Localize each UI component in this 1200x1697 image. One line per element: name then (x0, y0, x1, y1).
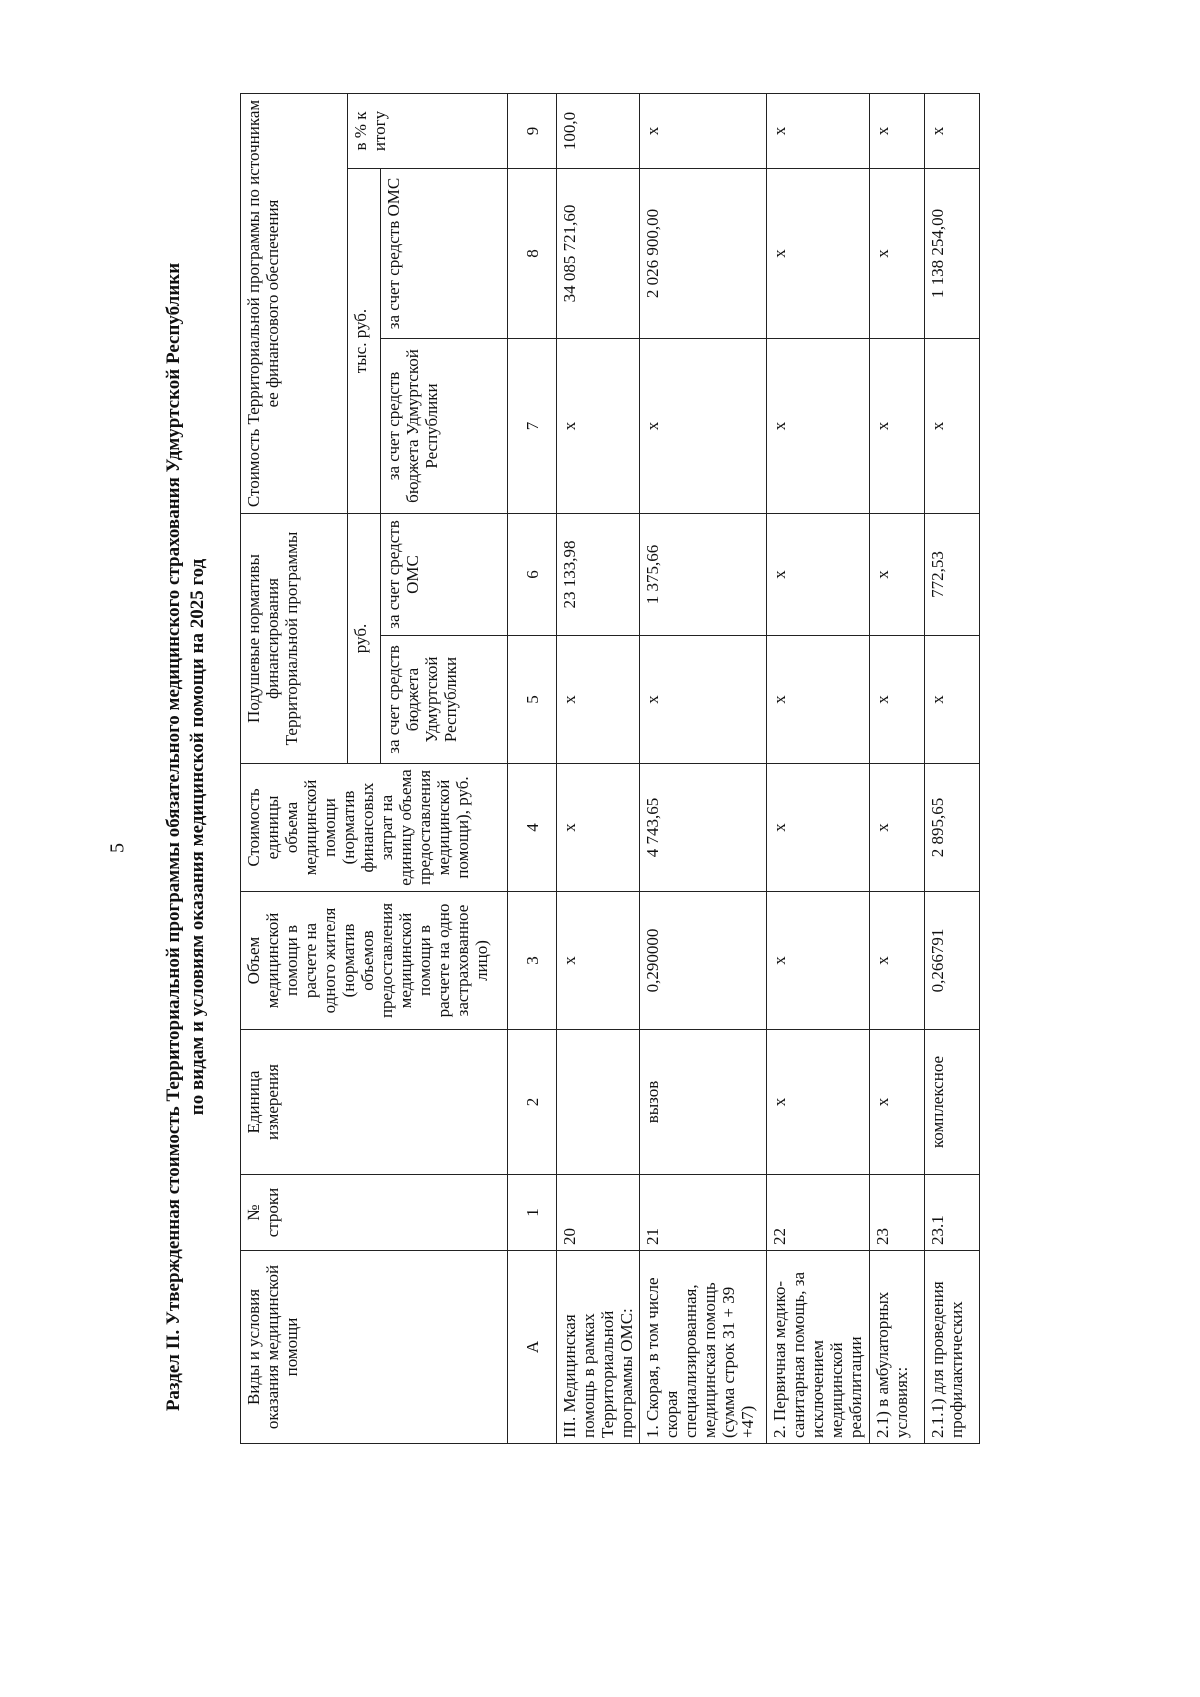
row-percent: 100,0 (557, 94, 640, 169)
row-name: 2.1) в амбулаторных условиях: (870, 1251, 925, 1444)
index-cell: 6 (508, 514, 557, 636)
row-norm-budget: х (925, 636, 980, 764)
row-unit: х (767, 1030, 870, 1175)
row-unit-cost: х (767, 764, 870, 892)
row-cost-oms: 2 026 900,00 (640, 169, 767, 339)
row-name: 2. Первичная медико-санитарная помощь, за исключением медицинской реабилитации (767, 1251, 870, 1444)
index-cell: 4 (508, 764, 557, 892)
title-line-1: Раздел II. Утвержденная стоимость Территориальной программы обязательного медицинского страхования Удмуртской Республики (163, 262, 184, 1412)
table-row (767, 94, 870, 1444)
row-unit-cost: х (870, 764, 925, 892)
table-row (870, 94, 925, 1444)
header-per-capita-group: Подушевые нормативы финансирования Территориальной программы (241, 514, 348, 764)
row-cost-budget: х (925, 339, 980, 514)
row-percent: х (925, 94, 980, 169)
section-title (162, 187, 210, 1487)
row-unit: комплексное (925, 1030, 980, 1175)
row-unit-cost: 4 743,65 (640, 764, 767, 892)
table-row (925, 94, 980, 1444)
row-percent: х (870, 94, 925, 169)
row-cost-budget: х (767, 339, 870, 514)
page-number: 5 (106, 843, 129, 853)
row-norm-budget: х (557, 636, 640, 764)
row-unit: х (870, 1030, 925, 1175)
header-types: Виды и условия оказания медицинской помощи (241, 1251, 508, 1444)
row-norm-oms: х (870, 514, 925, 636)
row-unit: вызов (640, 1030, 767, 1175)
row-name: 1. Скорая, в том числе скорая специализированная, медицинская помощь (сумма строк 31 + 39 +47) (640, 1251, 767, 1444)
row-unit-cost: 2 895,65 (925, 764, 980, 892)
header-program-cost-group: Стоимость Территориальной программы по источникам ее финансового обеспечения (241, 94, 348, 514)
row-volume: х (557, 892, 640, 1030)
row-percent: х (767, 94, 870, 169)
row-volume: 0,266791 (925, 892, 980, 1030)
row-number: 23.1 (925, 1175, 980, 1251)
row-cost-budget: х (557, 339, 640, 514)
row-cost-oms: х (870, 169, 925, 339)
table-row (557, 94, 640, 1444)
row-name: III. Медицинская помощь в рамках Территориальной программы ОМС: (557, 1251, 640, 1444)
index-cell: 7 (508, 339, 557, 514)
row-number: 20 (557, 1175, 640, 1251)
row-cost-oms: 34 085 721,60 (557, 169, 640, 339)
row-cost-oms: 1 138 254,00 (925, 169, 980, 339)
row-cost-oms: х (767, 169, 870, 339)
row-norm-oms: 1 375,66 (640, 514, 767, 636)
index-cell: 9 (508, 94, 557, 169)
table-row (640, 94, 767, 1444)
row-unit-cost: х (557, 764, 640, 892)
row-norm-oms: 23 133,98 (557, 514, 640, 636)
row-percent: х (640, 94, 767, 169)
header-row-number: № строки (241, 1175, 508, 1251)
row-unit (557, 1030, 640, 1175)
header-cost-oms: за счет средств ОМС (381, 169, 508, 339)
index-cell: 2 (508, 1030, 557, 1175)
header-norm-oms: за счет средств ОМС (381, 514, 508, 636)
row-volume: х (767, 892, 870, 1030)
row-name: 2.1.1) для проведения профилактических (925, 1251, 980, 1444)
index-cell: 3 (508, 892, 557, 1030)
header-percent: в % к итогу (348, 94, 508, 169)
row-norm-budget: х (640, 636, 767, 764)
index-cell: 8 (508, 169, 557, 339)
header-volume: Объем медицинской помощи в расчете на одного жителя (норматив объемов предоставления медицинской помощи в расчете на одно застрахованное лицо) (241, 892, 508, 1030)
row-norm-budget: х (870, 636, 925, 764)
row-norm-budget: х (767, 636, 870, 764)
row-cost-budget: х (640, 339, 767, 514)
row-number: 21 (640, 1175, 767, 1251)
row-number: 22 (767, 1175, 870, 1251)
header-unit: Единица измерения (241, 1030, 508, 1175)
header-unit-cost: Стоимость единицы объема медицинской помощи (норматив финансовых затрат на единицу объема предоставления медицинской помощи), руб. (241, 764, 508, 892)
column-index-row (508, 94, 557, 1444)
cost-table (240, 93, 980, 1444)
row-volume: х (870, 892, 925, 1030)
header-row-1 (241, 94, 348, 1444)
row-norm-oms: х (767, 514, 870, 636)
row-norm-oms: 772,53 (925, 514, 980, 636)
index-cell: 5 (508, 636, 557, 764)
row-volume: 0,290000 (640, 892, 767, 1030)
row-number: 23 (870, 1175, 925, 1251)
header-norm-unit: руб. (348, 514, 381, 764)
header-cost-budget: за счет средств бюджета Удмуртской Республики (381, 339, 508, 514)
index-cell: 1 (508, 1175, 557, 1251)
index-cell: А (508, 1251, 557, 1444)
row-cost-budget: х (870, 339, 925, 514)
header-cost-unit: тыс. руб. (348, 169, 381, 514)
header-norm-budget: за счет средств бюджета Удмуртской Республики (381, 636, 508, 764)
title-line-2: по видам и условиям оказания медицинской помощи на 2025 год (187, 558, 208, 1116)
